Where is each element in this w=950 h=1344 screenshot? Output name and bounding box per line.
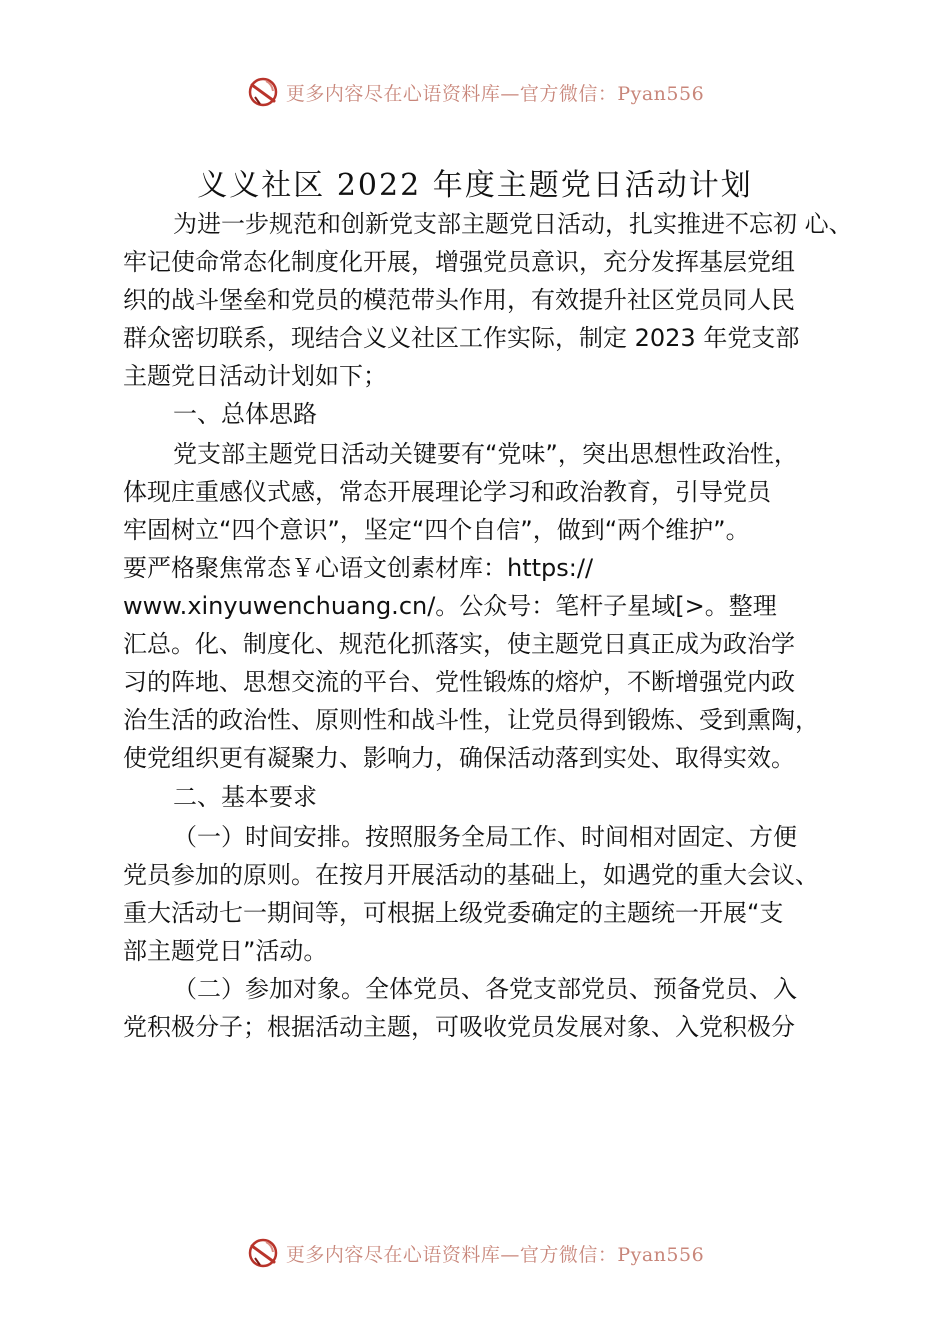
paragraph-line: 部主题党日”活动。 — [123, 937, 328, 965]
paragraph-line: （一）时间安排。按照服务全局工作、时间相对固定、方便 — [173, 823, 797, 851]
paragraph-line: 牢固树立“四个意识”，坚定“四个自信”，做到“两个维护”。 — [123, 516, 750, 544]
paragraph-line: 群众密切联系，现结合义义社区工作实际，制定 2023 年党支部 — [123, 324, 800, 352]
paragraph-line: 体现庄重感仪式感，常态开展理论学习和政治教育，引导党员 — [123, 478, 771, 506]
watermark-logo-icon — [246, 1236, 280, 1270]
paragraph-line: 要严格聚焦常态￥心语文创素材库：https:// — [123, 554, 594, 582]
paragraph-line: 治生活的政治性、原则性和战斗性，让党员得到锻炼、受到熏陶， — [123, 706, 819, 734]
paragraph-line: （二）参加对象。全体党员、各党支部党员、预备党员、入 — [173, 975, 797, 1003]
footer-banner-text: 更多内容尽在心语资料库—官方微信：Pyan556 — [285, 1243, 705, 1266]
paragraph-line: 主题党日活动计划如下； — [123, 362, 387, 390]
document-title: 义义社区 2022 年度主题党日活动计划 — [197, 168, 753, 203]
paragraph-line: 党积极分子；根据活动主题，可吸收党员发展对象、入党积极分 — [123, 1013, 795, 1041]
paragraph-line: www.xinyuwenchuang.cn/。公众号：笔杆子星域[>。整理 — [123, 592, 777, 620]
header-banner-text: 更多内容尽在心语资料库—官方微信：Pyan556 — [285, 82, 705, 105]
paragraph-line: 牢记使命常态化制度化开展，增强党员意识，充分发挥基层党组 — [123, 248, 795, 276]
paragraph-line: 为进一步规范和创新党支部主题党日活动，扎实推进不忘初 心、 — [173, 210, 853, 238]
paragraph-line: 使党组织更有凝聚力、影响力，确保活动落到实处、取得实效。 — [123, 744, 795, 772]
watermark-logo-icon — [246, 75, 280, 109]
section-heading: 一、总体思路 — [173, 400, 317, 428]
paragraph-line: 汇总。化、制度化、规范化抓落实，使主题党日真正成为政治学 — [123, 630, 795, 658]
paragraph-line: 党支部主题党日活动关键要有“党味”，突出思想性政治性， — [173, 440, 798, 468]
paragraph-line: 织的战斗堡垒和党员的模范带头作用，有效提升社区党员同人民 — [123, 286, 795, 314]
paragraph-line: 重大活动七一期间等，可根据上级党委确定的主题统一开展“支 — [123, 899, 784, 927]
paragraph-line: 习的阵地、思想交流的平台、党性锻炼的熔炉，不断增强党内政 — [123, 668, 795, 696]
header-banner — [0, 72, 950, 112]
paragraph-line: 党员参加的原则。在按月开展活动的基础上，如遇党的重大会议、 — [123, 861, 819, 889]
footer-banner — [0, 1233, 950, 1273]
section-heading: 二、基本要求 — [173, 783, 317, 811]
